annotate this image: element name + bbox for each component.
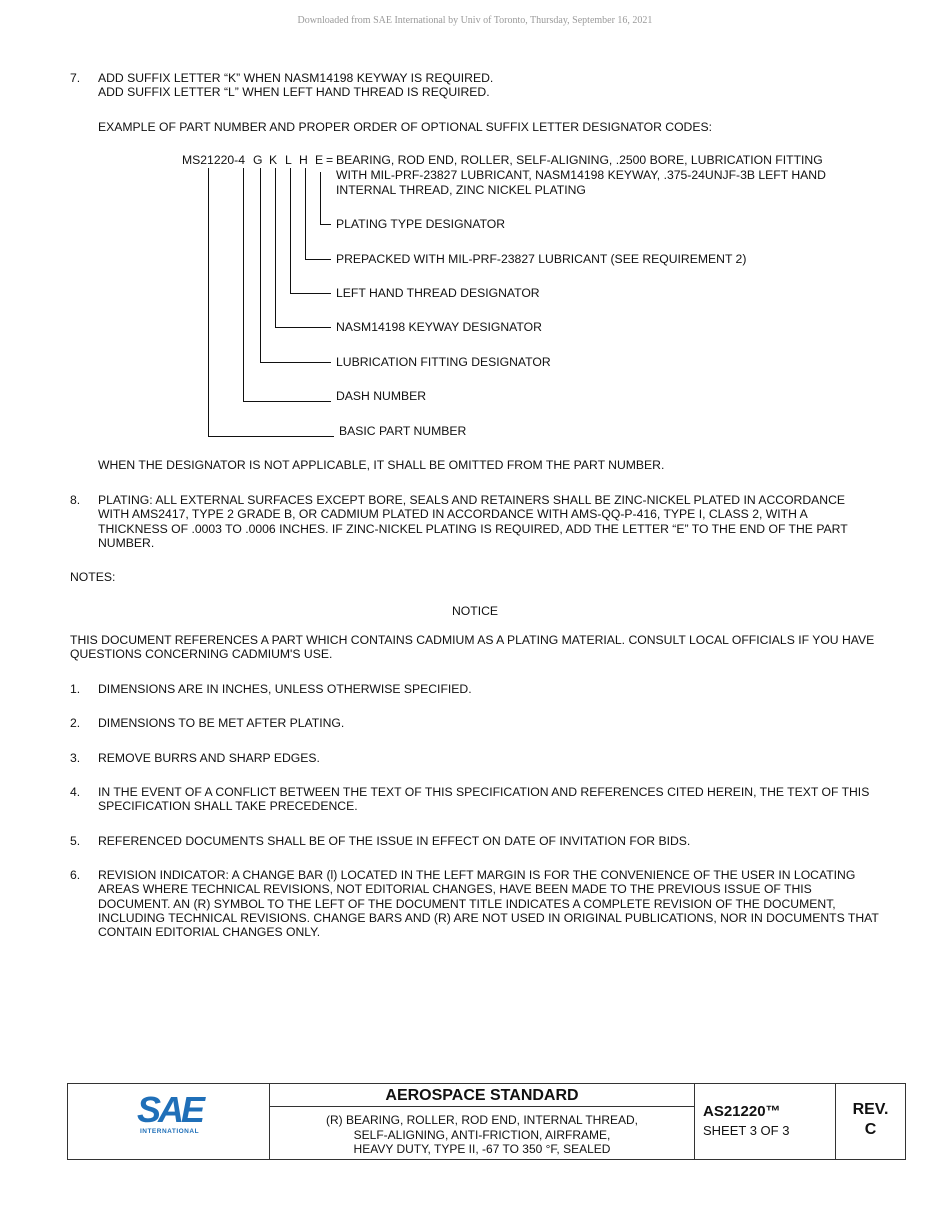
notes-heading: NOTES: [70, 570, 116, 584]
revision-cell [835, 1083, 906, 1160]
title-cell [269, 1106, 695, 1160]
part-number: MS21220-4 [182, 153, 246, 167]
leader-l-horizontal [290, 293, 331, 294]
not-applicable-note: WHEN THE DESIGNATOR IS NOT APPLICABLE, IT SHALL BE OMITTED FROM THE PART NUMBER. [98, 458, 665, 472]
example-heading: EXAMPLE OF PART NUMBER AND PROPER ORDER OF OPTIONAL SUFFIX LETTER DESIGNATOR CODES: [98, 120, 712, 134]
letter-l: L [285, 153, 292, 167]
note-3-text: REMOVE BURRS AND SHARP EDGES. [98, 751, 320, 765]
note-4-text: IN THE EVENT OF A CONFLICT BETWEEN THE TEXT OF THIS SPECIFICATION AND REFERENCES CITED HEREIN, THE TEXT OF THIS SPECIFICATION SHALL TAKE PRECEDENCE. [98, 785, 870, 814]
leader-h-horizontal [305, 259, 331, 260]
note-1-number: 1. [70, 682, 81, 696]
note-5-text: REFERENCED DOCUMENTS SHALL BE OF THE ISSUE IN EFFECT ON DATE OF INVITATION FOR BIDS. [98, 834, 691, 848]
download-header: Downloaded from SAE International by Univ of Toronto, Thursday, September 16, 2021 [297, 15, 653, 26]
doc-number-cell [694, 1083, 836, 1160]
title-line-3: HEAVY DUTY, TYPE II, -67 TO 350 °F, SEALED [353, 1142, 611, 1156]
label-prepacked: PREPACKED WITH MIL-PRF-23827 LUBRICANT (SEE REQUIREMENT 2) [336, 252, 747, 266]
leader-k-vertical [275, 168, 276, 327]
description-line-1: BEARING, ROD END, ROLLER, SELF-ALIGNING, .2500 BORE, LUBRICATION FITTING [336, 153, 823, 167]
sheet-number: SHEET 3 OF 3 [703, 1123, 790, 1138]
label-plating-type: PLATING TYPE DESIGNATOR [336, 217, 506, 231]
notice-text: THIS DOCUMENT REFERENCES A PART WHICH CONTAINS CADMIUM AS A PLATING MATERIAL. CONSULT LOCAL OFFICIALS IF YOU HAVE QUESTIONS CONCERNING CADMIUM'S USE. [70, 633, 875, 662]
leader-l-vertical [290, 168, 291, 293]
note-2-number: 2. [70, 716, 81, 730]
sae-logo [68, 1089, 271, 1135]
leader-e-vertical [320, 172, 321, 224]
description-line-2: WITH MIL-PRF-23827 LUBRICANT, NASM14198 KEYWAY, .375-24UNJF-3B LEFT HAND [336, 168, 826, 182]
leader-g-vertical [260, 168, 261, 362]
note-3-number: 3. [70, 751, 81, 765]
equals-sign: = [326, 153, 334, 167]
label-basic-part-number: BASIC PART NUMBER [339, 424, 467, 438]
notice-heading: NOTICE [451, 604, 499, 618]
logo-cell [67, 1083, 270, 1160]
title-line-2: SELF-ALIGNING, ANTI-FRICTION, AIRFRAME, [353, 1127, 611, 1142]
leader-h-vertical [305, 168, 306, 259]
item-8-number: 8. [70, 493, 81, 507]
letter-g: G [253, 153, 263, 167]
item-8-text: PLATING: ALL EXTERNAL SURFACES EXCEPT BORE, SEALS AND RETAINERS SHALL BE ZINC-NICKEL PLATED IN ACCORDANCE WITH AMS2417, TYPE 2 GRADE B, OR CADMIUM PLATED IN ACCORDANCE WITH AMS-QQ-P-416, TYPE I, CLASS 2, WITH A THICKNESS OF .0003 TO .0006 INCHES. IF ZINC-NICKEL PLATING IS REQUIRED, ADD THE LETTER “E” TO THE END OF THE PART NUMBER. [98, 493, 848, 550]
rev-label: REV. [852, 1101, 889, 1118]
leader-dash-vertical [243, 168, 244, 401]
title-line-1: (R) BEARING, ROLLER, ROD END, INTERNAL THREAD, [325, 1113, 639, 1127]
note-5-number: 5. [70, 834, 81, 848]
note-2-text: DIMENSIONS TO BE MET AFTER PLATING. [98, 716, 345, 730]
leader-basic-vertical [208, 168, 209, 436]
leader-e-horizontal [320, 224, 331, 225]
letter-e: E [315, 153, 324, 167]
note-6-number: 6. [70, 868, 81, 882]
item-7-number: 7. [70, 71, 81, 85]
leader-g-horizontal [260, 362, 331, 363]
note-6-text: REVISION INDICATOR: A CHANGE BAR (l) LOCATED IN THE LEFT MARGIN IS FOR THE CONVENIENCE OF THE USER IN LOCATING AREAS WHERE TECHNICAL REVISIONS, NOT EDITORIAL CHANGES, HAVE BEEN MADE TO THE PREVIOUS ISSUE OF THIS DOCUMENT. AN (R) SYMBOL TO THE LEFT OF THE DOCUMENT TITLE INDICATES A COMPLETE REVISION OF THE DOCUMENT, INCLUDING TECHNICAL REVISIONS. CHANGE BARS AND (R) ARE NOT USED IN ORIGINAL PUBLICATIONS, NOR IN DOCUMENTS THAT CONTAIN EDITORIAL CHANGES ONLY. [98, 868, 879, 940]
doc-number: AS21220™ [703, 1103, 781, 1120]
sae-logo-text: SAE [136, 1089, 203, 1130]
item-7-line-1: ADD SUFFIX LETTER “K” WHEN NASM14198 KEYWAY IS REQUIRED. [98, 71, 494, 85]
leader-dash-horizontal [243, 401, 331, 402]
note-1-text: DIMENSIONS ARE IN INCHES, UNLESS OTHERWISE SPECIFIED. [98, 682, 472, 696]
standard-type-cell [269, 1083, 695, 1107]
item-7-line-2: ADD SUFFIX LETTER “L” WHEN LEFT HAND THREAD IS REQUIRED. [98, 85, 490, 99]
leader-basic-horizontal [208, 436, 334, 437]
rev-value: C [864, 1121, 877, 1138]
label-dash-number: DASH NUMBER [336, 389, 427, 403]
label-keyway: NASM14198 KEYWAY DESIGNATOR [336, 320, 542, 334]
note-4-number: 4. [70, 785, 81, 799]
letter-k: K [269, 153, 278, 167]
standard-type: AEROSPACE STANDARD [385, 1087, 579, 1104]
sae-logo-subtext: INTERNATIONAL [139, 1128, 200, 1135]
description-line-3: INTERNAL THREAD, ZINC NICKEL PLATING [336, 183, 586, 197]
letter-h: H [299, 153, 308, 167]
label-lubrication-fitting: LUBRICATION FITTING DESIGNATOR [336, 355, 551, 369]
leader-k-horizontal [275, 327, 331, 328]
label-left-hand-thread: LEFT HAND THREAD DESIGNATOR [336, 286, 540, 300]
